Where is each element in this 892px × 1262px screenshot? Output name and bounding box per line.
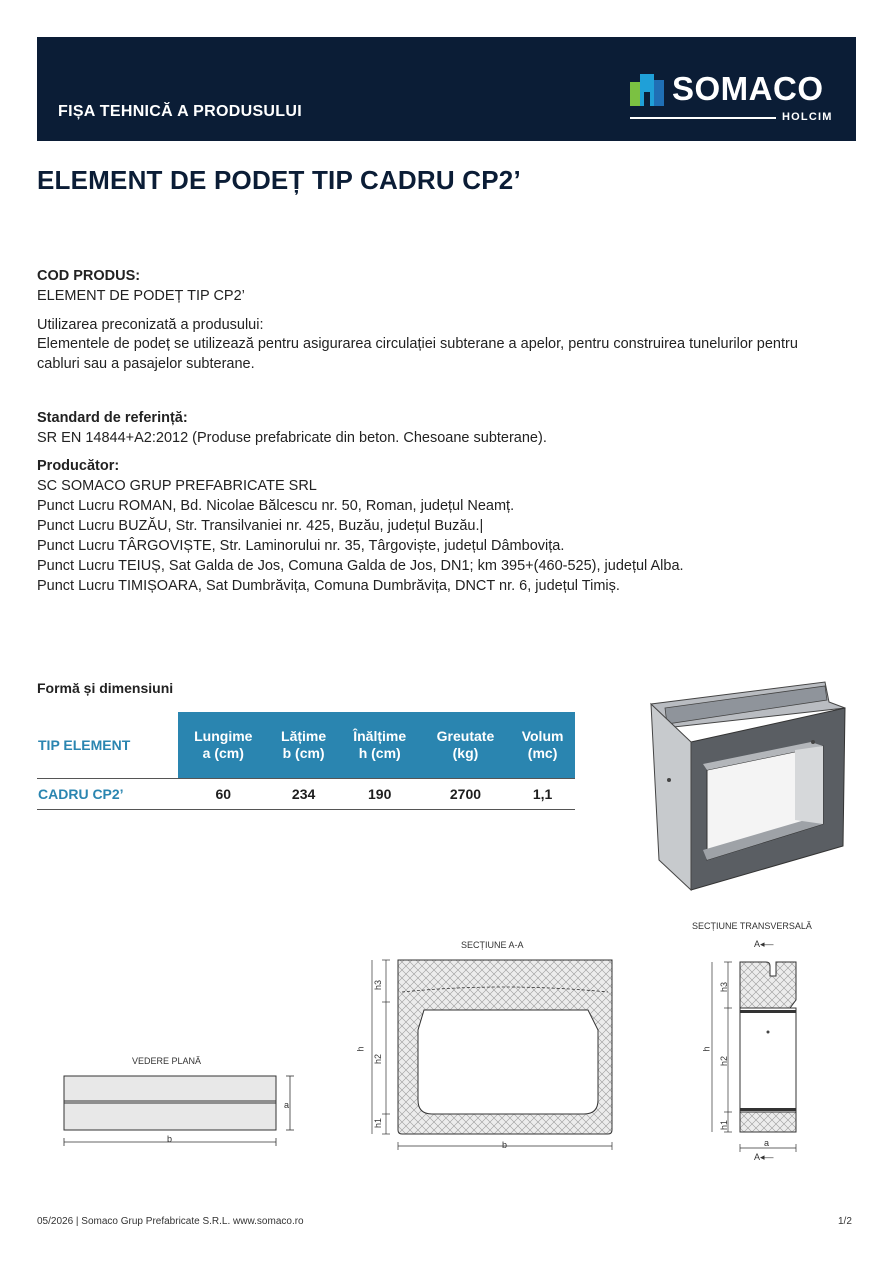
utilizare-text: Elementele de podeț se utilizează pentru asigurarea circulației subterane a apelor, pentru construirea tunelurilor pentru cabluri sau a pasajelor subterane. (37, 336, 798, 372)
dim-label-h: h (355, 1046, 366, 1052)
header-label: Înălțime (353, 728, 407, 744)
table-header-cell (37, 712, 178, 779)
table-cell: 234 (269, 779, 339, 810)
section-aa-title: SECȚIUNE A-A (461, 940, 524, 950)
page-number: 1/2 (838, 1216, 852, 1227)
header-unit: b (cm) (282, 745, 325, 761)
header-unit: (mc) (527, 745, 558, 761)
header-unit: h (cm) (358, 745, 401, 761)
dim-label-a: a (284, 1100, 290, 1110)
section-marker-a-bottom: A◂— (754, 1152, 774, 1162)
dim-label-h2: h2 (719, 1055, 730, 1067)
table-header-row (37, 712, 575, 779)
header-label: Lățime (281, 728, 327, 744)
culvert-3d-illustration (645, 680, 850, 895)
table-row (37, 779, 575, 810)
table-header-cell (510, 712, 575, 779)
header-unit: (kg) (452, 745, 479, 761)
dim-label-h2: h2 (373, 1053, 384, 1065)
producator-line: Punct Lucru BUZĂU, Str. Transilvaniei nr. 425, Buzău, județul Buzău.| (37, 518, 484, 534)
header-label: Greutate (436, 728, 495, 744)
dim-label-h: h (701, 1046, 712, 1052)
table-header-cell (178, 712, 269, 779)
cod-label: COD PRODUS: (37, 268, 141, 284)
dim-label-b: b (167, 1134, 173, 1144)
cod-value: ELEMENT DE PODEȚ TIP CP2’ (37, 288, 245, 304)
footer-info: 05/2026 | Somaco Grup Prefabricate S.R.L. www.somaco.ro (37, 1216, 304, 1227)
logo-text: SOMACO (672, 70, 824, 107)
standard-value: SR EN 14844+A2:2012 (Produse prefabricate din beton. Chesoane subterane). (37, 430, 547, 446)
dim-label-h1: h1 (373, 1117, 384, 1129)
producator-line: Punct Lucru TIMIȘOARA, Sat Dumbrăvița, Comuna Dumbrăvița, DNCT nr. 6, județul Timiș. (37, 578, 620, 594)
table-header-cell (339, 712, 421, 779)
dim-label-b: b (502, 1140, 508, 1150)
logo-rule (630, 117, 776, 119)
logo-subtext: HOLCIM (782, 111, 833, 123)
section-title-forma: Formă și dimensiuni (37, 680, 174, 696)
table-header-cell (269, 712, 339, 779)
producator-label: Producător: (37, 458, 120, 474)
table-cell: 2700 (421, 779, 510, 810)
header-banner (37, 37, 856, 141)
section-marker-a-top: A◂— (754, 939, 774, 949)
somaco-logo (630, 70, 840, 125)
section-aa-drawing (362, 954, 620, 1154)
table-cell: CADRU CP2’ (37, 779, 178, 810)
header-label: Lungime (194, 728, 253, 744)
dim-label-a: a (764, 1138, 770, 1148)
plan-view-drawing (60, 1072, 300, 1152)
producator-line: Punct Lucru ROMAN, Bd. Nicolae Bălcescu nr. 50, Roman, județul Neamț. (37, 498, 515, 514)
producator-line: Punct Lucru TEIUȘ, Sat Galda de Jos, Comuna Galda de Jos, DN1; km 395+(460-525), județul Alba. (37, 558, 684, 574)
table-header-cell (421, 712, 510, 779)
table-cell: 190 (339, 779, 421, 810)
section-marker-label: A (754, 1152, 761, 1162)
table-cell: 60 (178, 779, 269, 810)
plan-view-title: VEDERE PLANĂ (132, 1056, 202, 1066)
dimensions-table (37, 712, 575, 810)
standard-label: Standard de referință: (37, 410, 188, 426)
producator-line: Punct Lucru TÂRGOVIȘTE, Str. Laminorului nr. 35, Târgoviște, județul Dâmbovița. (37, 538, 565, 554)
page-title: ELEMENT DE PODEȚ TIP CADRU CP2’ (37, 165, 521, 195)
utilizare-label: Utilizarea preconizată a produsului: (37, 317, 264, 333)
section-transversal-drawing (700, 952, 810, 1157)
header-label: Volum (521, 728, 564, 744)
table-cell: 1,1 (510, 779, 575, 810)
producator-line: SC SOMACO GRUP PREFABRICATE SRL (37, 478, 317, 494)
section-marker-label: A (754, 939, 761, 949)
header-subtitle: FIȘA TEHNICĂ A PRODUSULUI (58, 103, 302, 120)
header-unit: a (cm) (202, 745, 244, 761)
section-transversal-title: SECȚIUNE TRANSVERSALĂ (692, 921, 812, 931)
dim-label-h3: h3 (373, 979, 384, 991)
elephant-logo-icon (630, 74, 664, 106)
dim-label-h1: h1 (719, 1119, 730, 1131)
header-label: TIP ELEMENT (38, 736, 131, 753)
dim-label-h3: h3 (719, 981, 730, 993)
